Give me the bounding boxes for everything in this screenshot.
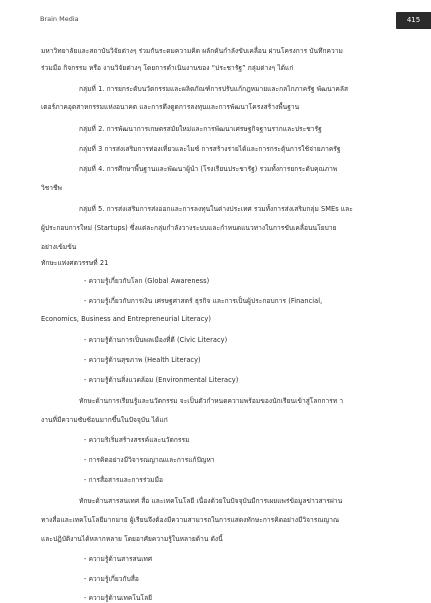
text-line: กลุ่มที่ 4. การศึกษาพื้นฐานและพัฒนาผู้นำ (โรงเรียนประชารัฐ) รวมทั้งการยกระดับคุณภาพ: [79, 165, 338, 173]
section-heading: ทักษะแห่งศตวรรษที่ 21: [41, 259, 109, 267]
bullet-item: - ความรู้ด้านเทคโนโลยี: [84, 594, 153, 602]
bullet-item: - ความรู้ด้านสารสนเทศ: [84, 555, 153, 563]
bullet-item: - ความรู้เกี่ยวกับสื่อ: [84, 575, 139, 583]
text-line: และปฏิบัติงานได้หลากหลาย โดยอาศัยความรู้ในหลายด้าน ดังนี้: [41, 535, 223, 543]
bullet-item: - การสื่อสารและการร่วมมือ: [84, 476, 163, 484]
text-line: มหาวิทยาลัยและสถาบันวิจัยต่างๆ ร่วมกันระดมความคิด ผลักดันกำลังขับเคลื่อน ผ่านโครงการ บันทึกความ: [41, 47, 343, 55]
text-line: ทักษะด้านการเรียนรู้และนวัตกรรม จะเป็นตัวกำหนดความพร้อมของนักเรียนเข้าสู่โลกการท า: [79, 397, 344, 405]
bullet-item: - ความรู้ด้านสุขภาพ (Health Literacy): [84, 356, 201, 364]
text-line: กลุ่มที่ 2. การพัฒนาการเกษตรสมัยใหม่และการพัฒนาเศรษฐกิจฐานรากและประชารัฐ: [79, 125, 322, 133]
text-line: กลุ่มที่ 3 การส่งเสริมการท่องเที่ยวและไมซ์ การสร้างรายได้และการกระตุ้นการใช้จ่ายภาครัฐ: [79, 145, 341, 153]
page-header: [0, 10, 431, 30]
publisher-name: Brain Media: [40, 15, 79, 23]
bullet-item: - ความรู้ด้านสิ่งแวดล้อม (Environmental Literacy): [84, 376, 239, 384]
page-number-badge: 415: [396, 12, 431, 29]
text-line: งานที่มีความซับซ้อนมากขึ้นในปัจจุบัน ได้แก่: [41, 416, 168, 424]
bullet-item: - ความรู้เกี่ยวกับโลก (Global Awareness): [84, 277, 210, 285]
text-line: ร่วมมือ กิจกรรม หรือ งานวิจัยต่างๆ โดยการดำเนินงานของ “ประชารัฐ” กลุ่มต่างๆ ได้แก่: [41, 64, 294, 72]
text-line: Economics, Business and Entrepreneurial Literacy): [41, 315, 211, 323]
text-line: ผู้ประกอบการใหม่ (Startups) ซึ่งแต่ละกลุ่มกำลังวางระบบและกำหนดแนวทางในการขับเคลื่อนนโยบาย: [41, 224, 337, 232]
text-line: วิชาชีพ: [41, 184, 62, 192]
bullet-item: - ความรู้เกี่ยวกับการเงิน เศรษฐศาสตร์ ธุรกิจ และการเป็นผู้ประกอบการ (Financial,: [84, 297, 323, 305]
bullet-item: - ความริเริ่มสร้างสรรค์และนวัตกรรม: [84, 436, 190, 444]
text-line: กลุ่มที่ 1. การยกระดับนวัตกรรมและผลิตภัณฑ์การปรับแก้กฎหมายและกลไกภาครัฐ พัฒนาคลัส: [79, 85, 349, 93]
bullet-item: - การคิดอย่างมีวิจารณญาณและการแก้ปัญหา: [84, 456, 215, 464]
text-line: ทางสื่อและเทคโนโลยีมากมาย ผู้เรียนจึงต้องมีความสามารถในการแสดงทักษะการคิดอย่างมีวิจารณญาณ: [41, 516, 340, 524]
bullet-item: - ความรู้ด้านการเป็นพลเมืองที่ดี (Civic Literacy): [84, 336, 228, 344]
text-line: กลุ่มที่ 5. การส่งเสริมการส่งออกและการลงทุนในต่างประเทศ รวมทั้งการส่งเสริมกลุ่ม SMEs และ: [79, 205, 353, 213]
text-line: เตอร์ภาคอุตสาหกรรมแห่งอนาคต และการดึงดูดการลงทุนและการพัฒนาโครงสร้างพื้นฐาน: [41, 103, 300, 111]
text-line: ทักษะด้านสารสนเทศ สื่อ และเทคโนโลยี เนื่องด้วยในปัจจุบันมีการเผยแพร่ข้อมูลข่าวสารผ่าน: [79, 497, 343, 505]
text-line: อย่างเข้มข้น: [41, 243, 77, 251]
